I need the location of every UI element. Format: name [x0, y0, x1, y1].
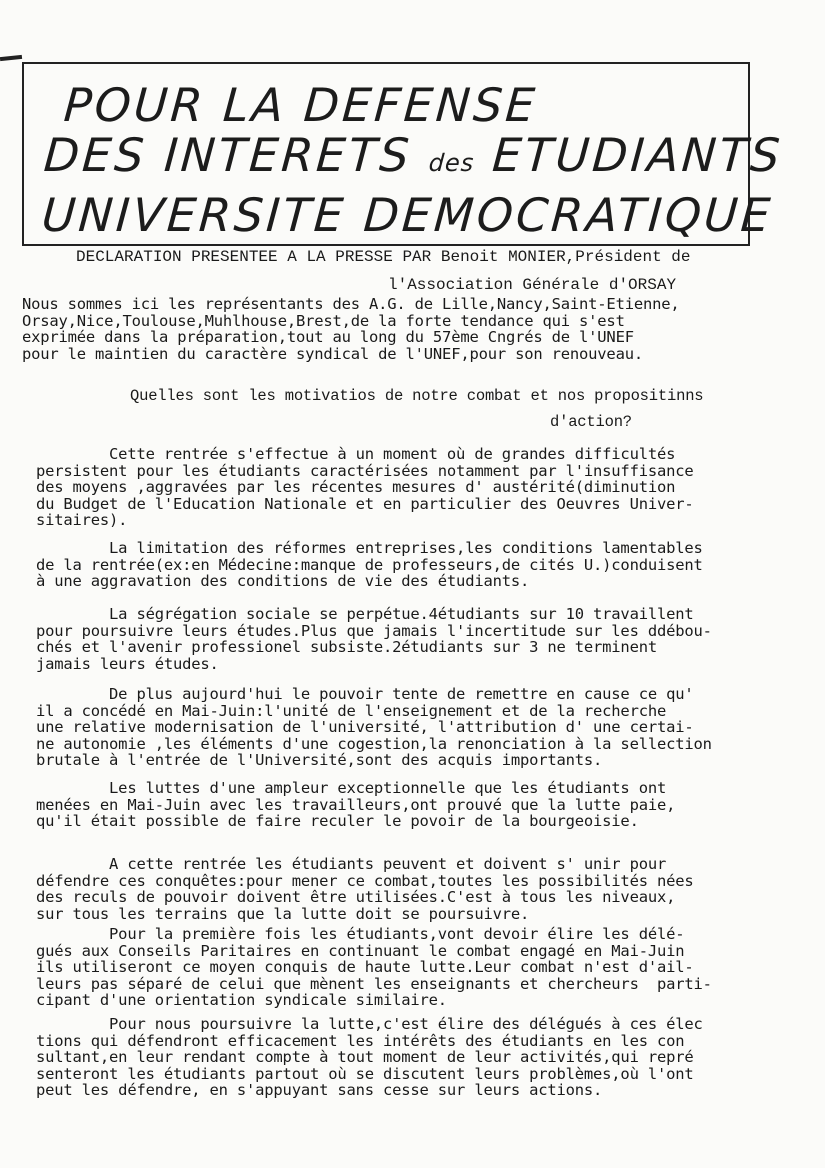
title-line-2-part-a: DES INTERETS [42, 128, 432, 182]
paragraph-6: A cette rentrée les étudiants peuvent et doivent s' unir pour défendre ces conquêtes:pour mener ce combat,toutes les possibilités nées des reculs de pouvoir doivent être utilisées.C'est à tous les niveaux, sur tous les terrains que la lutte doit se poursuivre. [36, 855, 694, 923]
paragraph-4: De plus aujourd'hui le pouvoir tente de remettre en cause ce qu' il a concédé en Mai-Juin:l'unité de l'enseignement et de la recherche une relative modernisation de l'université, l'attribution d' une certai- ne autonomie ,les éléments d'une cogestion,la renonciation à la sellection brutale à l'entrée de l'Université,sont des acquis importants. [36, 685, 712, 769]
title-line-1: POUR LA DEFENSE [62, 78, 540, 132]
paragraph-7: Pour la première fois les étudiants,vont devoir élire les délé- gués aux Conseils Paritaires en continuant le combat engagé en Mai-Juin ils utiliseront ce moyen conquis de haute lutte.Leur combat n'est d'ail- leurs pas séparé de celui que mènent les enseignants et chercheurs parti- cipant d'une orientation syndicale similaire. [36, 925, 712, 1009]
paragraph-1: Cette rentrée s'effectue à un moment où de grandes difficultés persistent pour les étudiants caractérisées notamment par l'insuffisance des moyens ,aggravées par les récentes mesures d' austérité(diminution du Budget de l'Education Nationale et en particulier des Oeuvres Univer- sitaires). [36, 445, 694, 529]
title-line-2 [42, 128, 784, 182]
title-line-2-part-c: ETUDIANTS [473, 128, 785, 182]
paragraph-8: Pour nous poursuivre la lutte,c'est élire des délégués à ces élec tions qui défendront efficacement les intérêts des étudiants en les con sultant,en leur rendant compte à tout moment de leur activités,qui repré senteront les étudiants partout où se discutent leurs problèmes,où l'ont peut les défendre, en s'appuyant sans cesse sur leurs actions. [36, 1015, 703, 1099]
title-line-2-des: des [427, 149, 476, 177]
intro-paragraph: Nous sommes ici les représentants des A.G. de Lille,Nancy,Saint-Etienne, Orsay,Nice,Toulouse,Muhlhouse,Brest,de la forte tendance qui s'est exprimée dans la préparation,tout au long du 57ème Cngrés de l'UNEF pour le maintien du caractère syndical de l'UNEF,pour son renouveau. [22, 295, 680, 363]
paragraph-2: La limitation des réformes entreprises,les conditions lamentables de la rentrée(ex:en Médecine:manque de professeurs,de cités U.)conduisent à une aggravation des conditions de vie des étudiants. [36, 539, 703, 590]
question-line-2: d'action? [550, 413, 632, 431]
title-box [22, 62, 785, 246]
paragraph-5: Les luttes d'une ampleur exceptionnelle que les étudiants ont menées en Mai-Juin avec les travailleurs,ont prouvé que la lutte paie, qu'il était possible de faire reculer le povoir de la bourgeoisie. [36, 779, 676, 830]
declaration-line-2: l'Association Générale d'ORSAY [388, 276, 677, 294]
question-line-1: Quelles sont les motivatios de notre combat et nos propositinns [130, 387, 704, 405]
ink-mark [0, 55, 22, 61]
title-line-3: UNIVERSITE DEMOCRATIQUE [40, 188, 775, 242]
declaration-line-1: DECLARATION PRESENTEE A LA PRESSE PAR Benoit MONIER,Président de [76, 248, 691, 266]
paragraph-3: La ségrégation sociale se perpétue.4étudiants sur 10 travaillent pour poursuivre leurs études.Plus que jamais l'incertitude sur les ddébou- chés et l'avenir professionel subsiste.2étudiants sur 3 ne terminent jamais leurs études. [36, 605, 712, 673]
